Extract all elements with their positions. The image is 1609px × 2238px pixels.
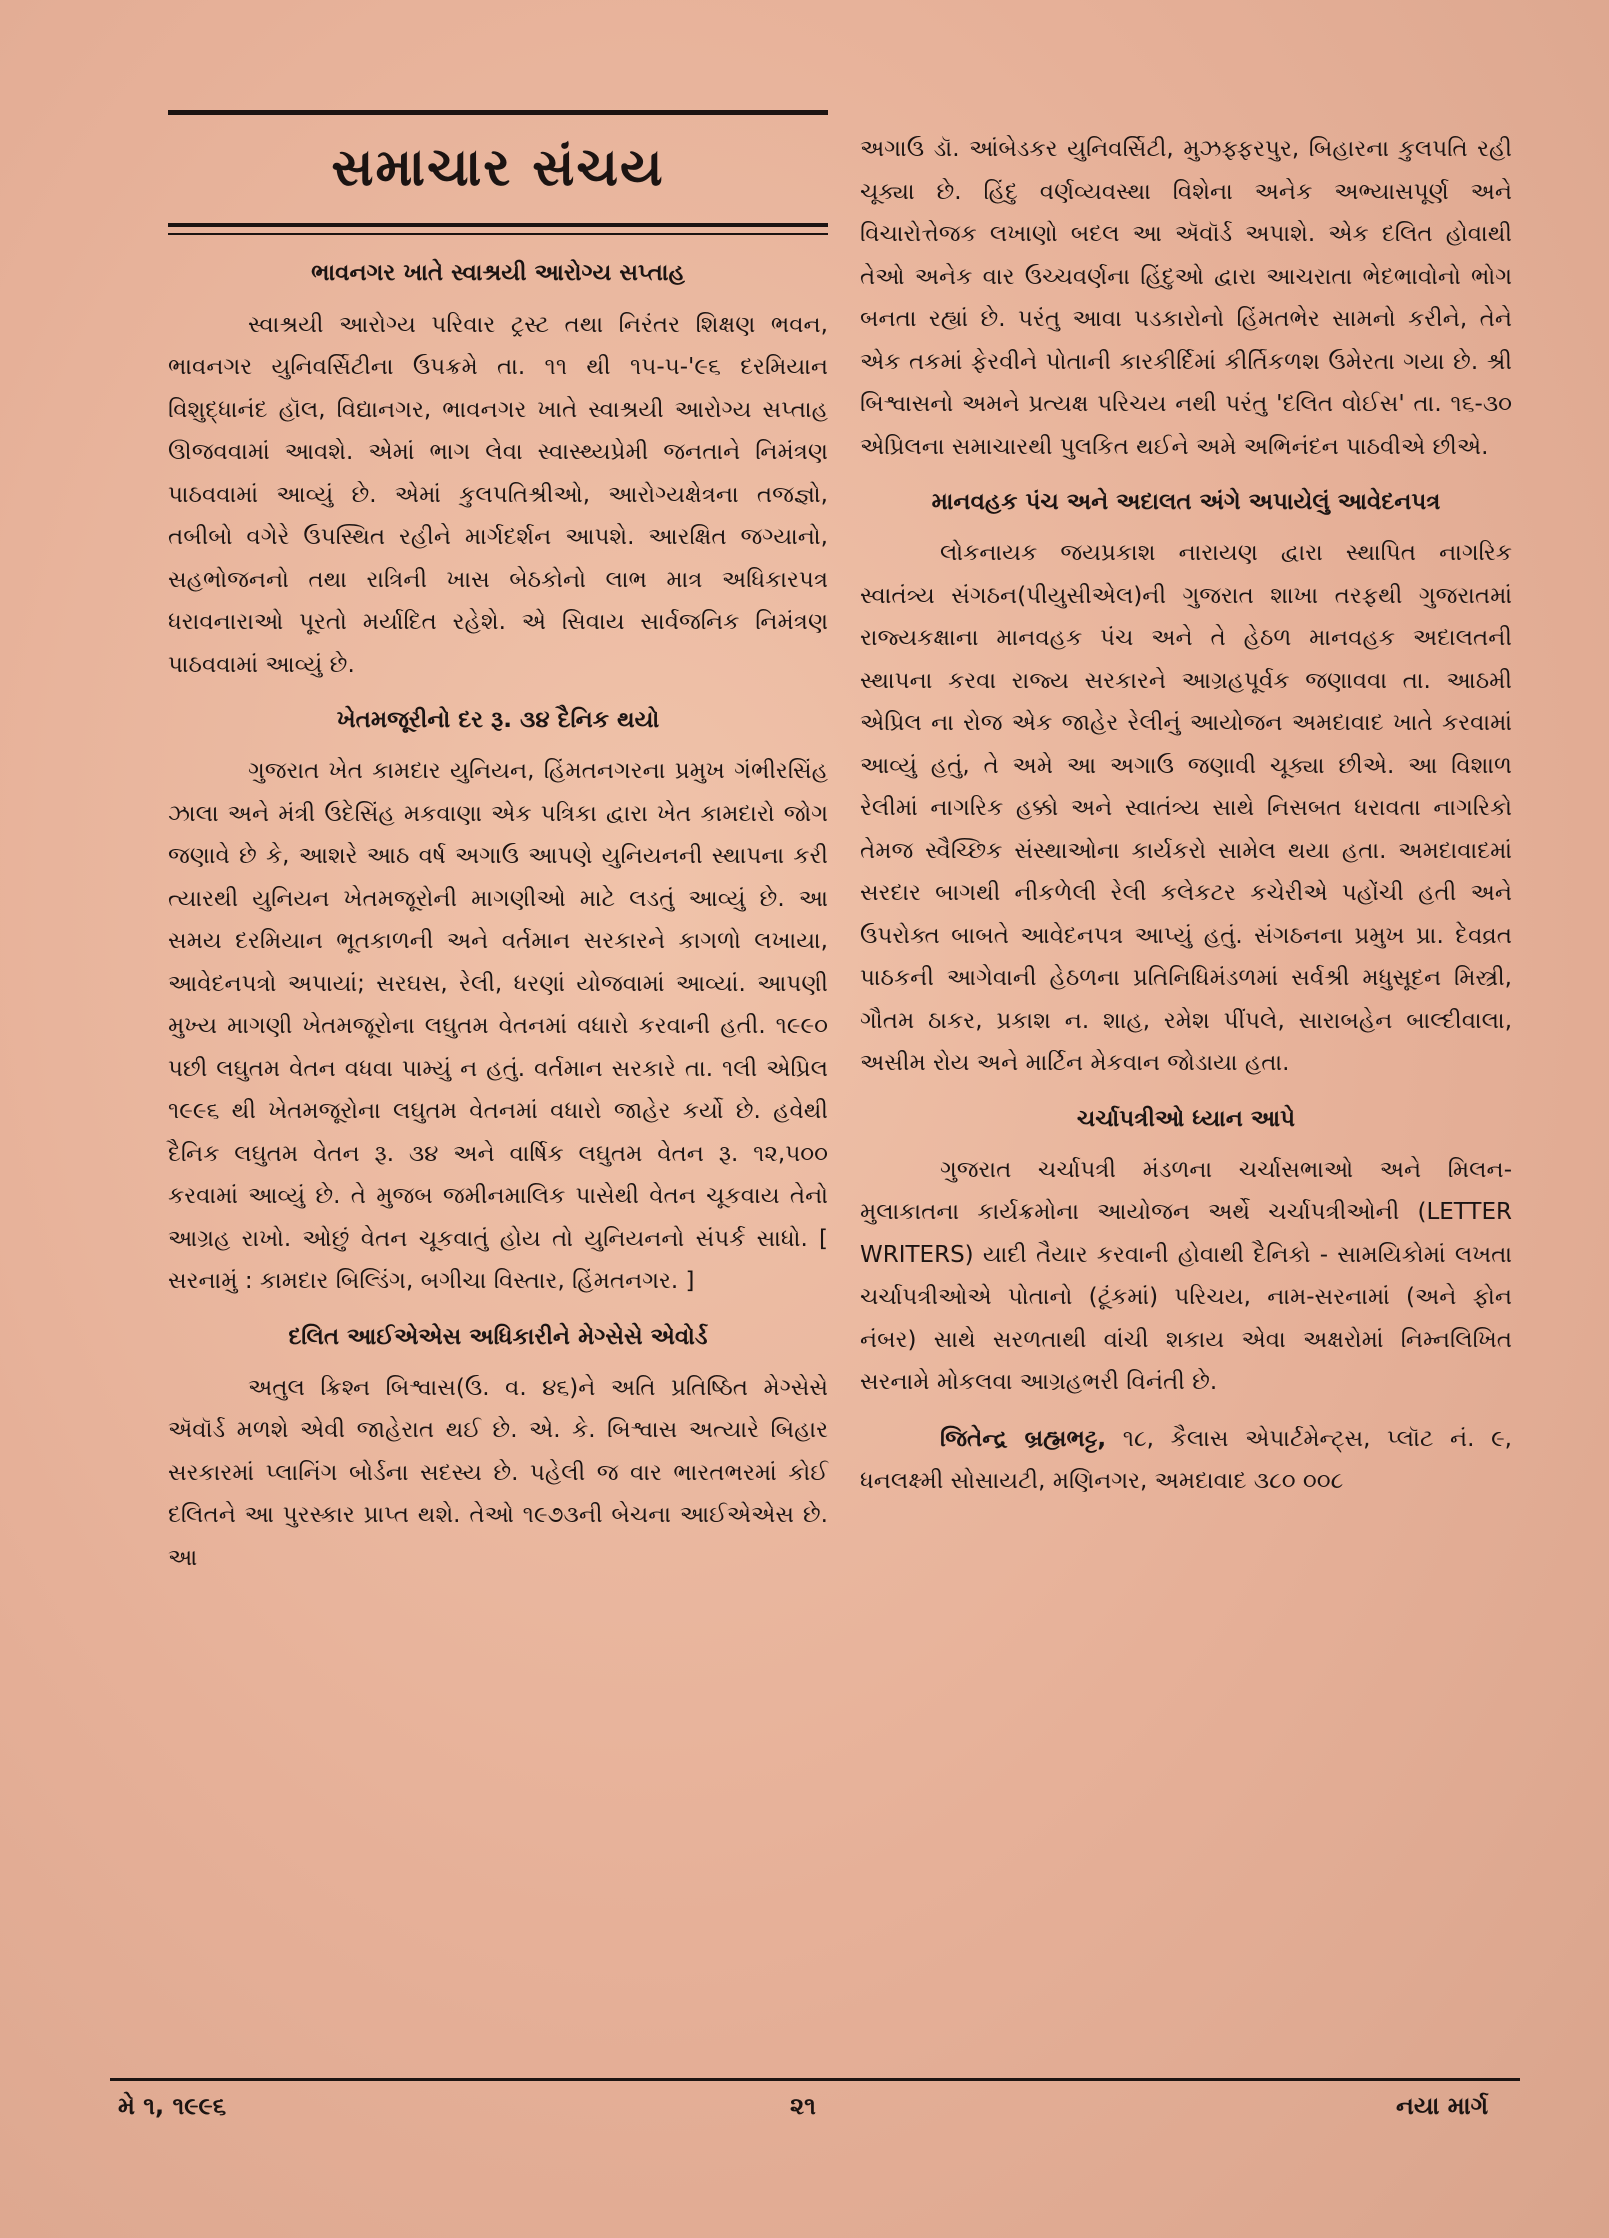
issue-date: મે ૧, ૧૯૯૬	[118, 2092, 227, 2120]
footer-rule	[110, 2078, 1520, 2081]
article-human-rights-memorandum	[860, 486, 1512, 1085]
section-masthead: સમાચાર સંચય	[331, 138, 665, 198]
article-headline: દલિત આઈએએસ અધિકારીને મેગ્સેસે એવોર્ડ	[288, 1323, 708, 1350]
page-number: ૨૧	[790, 2092, 816, 2120]
article-headline: ભાવનગર ખાતે સ્વાશ્રયી આરોગ્ય સપ્તાહ	[311, 260, 685, 287]
article-magsaysay-award-continued	[860, 128, 1512, 468]
magazine-name: નયા માર્ગ	[1396, 2092, 1489, 2120]
masthead-bottom-rule	[168, 223, 828, 235]
article-headline: ચર્ચાપત્રીઓ ધ્યાન આપે	[1076, 1105, 1296, 1132]
article-paragraph: ગુજરાત ખેત કામદાર યુનિયન, હિંમતનગરના પ્રમુખ ગંભીરસિંહ ઝાલા અને મંત્રી ઉદેસિંહ મકવાણા એક પત્રિકા દ્વારા ખેત કામદારો જોગ જણાવે છે કે, આશરે આઠ વર્ષ અગાઉ આપણે યુનિયનની સ્થાપના કરી ત્યારથી યુનિયન ખેતમજૂરોની માગણીઓ માટે લડતું આવ્યું છે. આ સમય દરમિયાન ભૂતકાળની અને વર્તમાન સરકારને કાગળો લખાયા, આવેદનપત્રો અપાયાં; સરઘસ, રેલી, ધરણાં યોજવામાં આવ્યાં. આપણી મુખ્ય માગણી ખેતમજૂરોના લઘુતમ વેતનમાં વધારો કરવાની હતી. ૧૯૯૦ પછી લઘુતમ વેતન વધવા પામ્યું ન હતું. વર્તમાન સરકારે તા. ૧લી એપ્રિલ ૧૯૯૬ થી ખેતમજૂરોના લઘુતમ વેતનમાં વધારો જાહેર કર્યો છે. હવેથી દૈનિક લઘુતમ વેતન રૂ. ૩૪ અને વાર્ષિક લઘુતમ વેતન રૂ. ૧૨,૫૦૦ કરવામાં આવ્યું છે. તે મુજબ જમીનમાલિક પાસેથી વેતન ચૂકવાય તેનો આગ્રહ રાખો. ઓછું વેતન ચૂકવાતું હોય તો યુનિયનનો સંપર્ક સાધો. [ સરનામું : કામદાર બિલ્ડિંગ, બગીચા વિસ્તાર, હિંમતનગર. ]	[168, 758, 828, 1295]
article-letter-writers	[860, 1103, 1512, 1503]
article-headline: ખેતમજૂરીનો દર રૂ. ૩૪ દૈનિક થયો	[336, 707, 660, 734]
article-paragraph: ગુજરાત ચર્ચાપત્રી મંડળના ચર્ચાસભાઓ અને મિલન-મુલાકાતના કાર્યક્રમોના આયોજન અર્થે ચર્ચાપત્રીઓની (LETTER WRITERS) યાદી તૈયાર કરવાની હોવાથી દૈનિકો - સામયિકોમાં લખતા ચર્ચાપત્રીઓએ પોતાનો (ટૂંકમાં) પરિચય, નામ-સરનામાં (અને ફોન નંબર) સાથે સરળતાથી વાંચી શકાય એવા અક્ષરોમાં નિમ્નલિખિત સરનામે મોકલવા આગ્રહભરી વિનંતી છે.	[860, 1156, 1512, 1396]
article-paragraph: અગાઉ ડૉ. આંબેડકર યુનિવર્સિટી, મુઝફ્ફરપુર, બિહારના કુલપતિ રહી ચૂક્યા છે. હિંદુ વર્ણવ્યવસ્થા વિશેના અનેક અભ્યાસપૂર્ણ અને વિચારોત્તેજક લખાણો બદલ આ ઍવૉર્ડ અપાશે. એક દલિત હોવાથી તેઓ અનેક વાર ઉચ્ચવર્ણના હિંદુઓ દ્વારા આચરાતા ભેદભાવોનો ભોગ બનતા રહ્યાં છે. પરંતુ આવા પડકારોનો હિંમતભેર સામનો કરીને, તેને એક તકમાં ફેરવીને પોતાની કારકીર્દિમાં કીર્તિકળશ ઉમેરતા ગયા છે. શ્રી બિશ્વાસનો અમને પ્રત્યક્ષ પરિચય નથી પરંતુ 'દલિત વોઈસ' તા. ૧૬-૩૦ એપ્રિલના સમાચારથી પુલકિત થઈને અમે અભિનંદન પાઠવીએ છીએ.	[860, 136, 1512, 460]
article-headline: માનવહક પંચ અને અદાલત અંગે અપાયેલું આવેદનપત્ર	[931, 489, 1441, 515]
article-bhavnagar-health-week	[168, 257, 828, 686]
contact-address	[860, 1418, 1512, 1503]
article-paragraph: અતુલ ક્રિશ્ન બિશ્વાસ(ઉ. વ. ૪૬)ને અતિ પ્રતિષ્ઠિત મેગ્સેસે ઍવૉર્ડ મળશે એવી જાહેરાત થઈ છે. એ. કે. બિશ્વાસ અત્યારે બિહાર સરકારમાં પ્લાનિંગ બોર્ડના સદસ્ય છે. પહેલી જ વાર ભારતભરમાં કોઈ દલિતને આ પુરસ્કાર પ્રાપ્ત થશે. તેઓ ૧૯૭૩ની બેચના આઈએએસ છે. આ	[168, 1374, 828, 1571]
article-paragraph: લોકનાયક જયપ્રકાશ નારાયણ દ્વારા સ્થાપિત નાગરિક સ્વાતંત્ર્ય સંગઠન(પીયુસીએલ)ની ગુજરાત શાખા તરફથી ગુજરાતમાં રાજ્યકક્ષાના માનવહક પંચ અને તે હેઠળ માનવહક અદાલતની સ્થાપના કરવા રાજ્ય સરકારને આગ્રહપૂર્વક જણાવવા તા. આઠમી એપ્રિલ ના રોજ એક જાહેર રેલીનું આયોજન અમદાવાદ ખાતે કરવામાં આવ્યું હતું, તે અમે આ અગાઉ જણાવી ચૂક્યા છીએ. આ વિશાળ રેલીમાં નાગરિક હક્કો અને સ્વાતંત્ર્ય સાથે નિસબત ધરાવતા નાગરિકો તેમજ સ્વૈચ્છિક સંસ્થાઓના કાર્યકરો સામેલ થયા હતા. અમદાવાદમાં સરદાર બાગથી નીકળેલી રેલી કલેકટર કચેરીએ પહોંચી હતી અને ઉપરોક્ત બાબતે આવેદનપત્ર આપ્યું હતું. સંગઠનના પ્રમુખ પ્રા. દેવવ્રત પાઠકની આગેવાની હેઠળના પ્રતિનિધિમંડળમાં સર્વશ્રી મધુસૂદન મિસ્ત્રી, ગૌતમ ઠાકર, પ્રકાશ ન. શાહ, રમેશ પીંપલે, સારાબહેન બાલ્દીવાલા, અસીમ રોય અને માર્ટિન મેકવાન જોડાયા હતા.	[860, 540, 1512, 1077]
left-column	[168, 110, 828, 1593]
article-paragraph: સ્વાશ્રયી આરોગ્ય પરિવાર ટ્રસ્ટ તથા નિરંતર શિક્ષણ ભવન, ભાવનગર યુનિવર્સિટીના ઉપક્રમે તા. ૧૧ થી ૧૫-૫-'૯૬ દરમિયાન વિશુદ્ધાનંદ હૉલ, વિદ્યાનગર, ભાવનગર ખાતે સ્વાશ્રયી આરોગ્ય સપ્તાહ ઊજવવામાં આવશે. એમાં ભાગ લેવા સ્વાસ્થ્યપ્રેમી જનતાને નિમંત્રણ પાઠવવામાં આવ્યું છે. એમાં કુલપતિશ્રીઓ, આરોગ્યક્ષેત્રના તજજ્ઞો, તબીબો વગેરે ઉપસ્થિત રહીને માર્ગદર્શન આપશે. આરક્ષિત જગ્યાનો, સહભોજનનો તથા રાત્રિની ખાસ બેઠકોનો લાભ માત્ર અધિકારપત્ર ધરાવનારાઓ પૂરતો મર્યાદિત રહેશે. એ સિવાય સાર્વજનિક નિમંત્રણ પાઠવવામાં આવ્યું છે.	[168, 311, 828, 678]
contact-address-text: ૧૮, કૈલાસ એપાર્ટમેન્ટ્સ, પ્લૉટ નં. ૯, ધનલક્ષ્મી સોસાયટી, મણિનગર, અમદાવાદ ૩૮૦ ૦૦૮	[860, 1425, 1512, 1495]
article-magsaysay-award	[168, 1321, 828, 1580]
contact-name: જિતેન્દ્ર બ્રહ્મભટ્ટ,	[940, 1425, 1107, 1452]
right-column	[860, 128, 1512, 1503]
article-farm-wage	[168, 704, 828, 1303]
masthead-top-rule	[168, 110, 828, 115]
